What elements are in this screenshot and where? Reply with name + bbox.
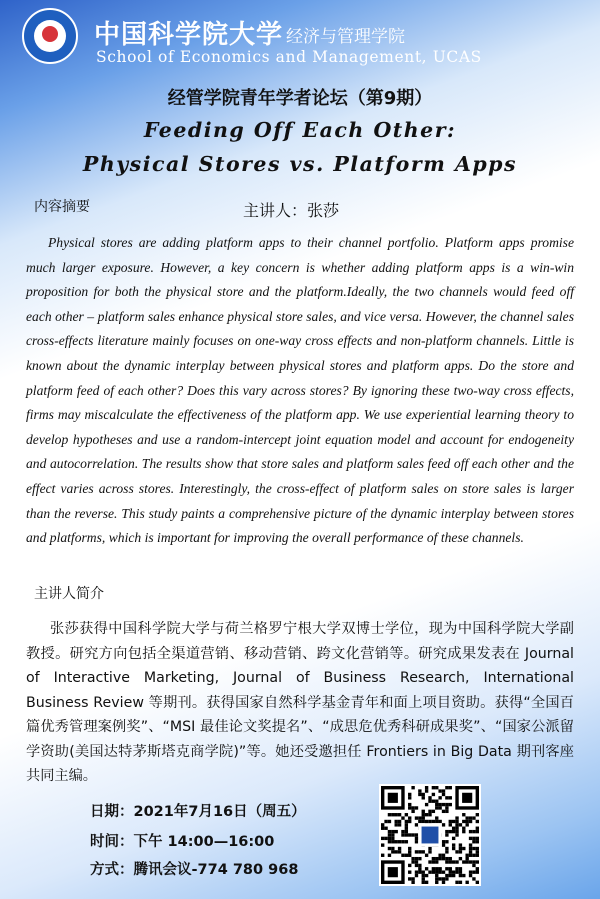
ucas-seal-icon (22, 8, 78, 64)
poster-header (0, 0, 600, 78)
department-name-cn: 经济与管理学院 (286, 27, 405, 47)
abstract-text: Physical stores are adding platform apps to their channel portfolio. Platform apps promise much larger exposure. However, a key concern is whether adding platform apps is a win-win proposition for both the physical store and the platform.Ideally, the two channels would feed off each other – platform sales enhance physical store sales, and vice versa. However, the channel sales cross-effects literature mainly focuses on one-way cross effects and non-platform channels. Little is known about the dynamic interplay between physical stores and platform apps. Do the store and platform feed of each other? Does this vary across stores? By ignoring these two-way cross effects, firms may miscalculate the effectiveness of the platform app. We use experiential learning theory to develop hypotheses and use a random-intercept joint equation model and account for endogeneity and autocorrelation. The results show that store sales and platform sales feed off each other and the effect varies across stores. Interestingly, the cross-effect of platform sales on store sales is larger than the reverse. This study paints a comprehensive picture of the dynamic interplay between stores and platforms, which is important for improving the overall performance of these channels. (26, 235, 574, 546)
bio-heading: 主讲人简介 (34, 586, 104, 602)
talk-title-line1: Feeding Off Each Other: (143, 118, 457, 142)
event-mode: 方式：腾讯会议-774 780 968 (90, 862, 299, 878)
university-name-cn: 中国科学院大学 (94, 20, 284, 50)
school-name-en: School of Economics and Management, UCAS (96, 48, 482, 66)
event-time: 时间：下午 14:00—16:00 (90, 834, 275, 850)
abstract-heading: 内容摘要 (34, 199, 90, 215)
bio-text: 张莎获得中国科学院大学与荷兰格罗宁根大学双博士学位，现为中国科学院大学副教授。研究方向包括全渠道营销、移动营销、跨文化营销等。研究成果发表在 Journal of Interactive Marketing, Journal of Business Research, International Business Review 等期刊。获得国家自然科学基金青年和面上项目资助。获得“全国百篇优秀管理案例奖”、“MSI 最佳论文奖提名”、“成思危优秀科研成果奖”、“国家公派留学资助(美国达特茅斯塔克商学院)”等。她还受邀担任 Frontiers in Big Data 期刊客座共同主编。 (26, 621, 574, 784)
qr-code-icon (379, 784, 481, 886)
speaker-label: 主讲人：张莎 (243, 201, 340, 220)
talk-title-line2: Physical Stores vs. Platform Apps (82, 152, 518, 176)
forum-title: 经管学院青年学者论坛（第9期） (167, 88, 433, 109)
event-date: 日期：2021年7月16日（周五） (90, 804, 306, 820)
